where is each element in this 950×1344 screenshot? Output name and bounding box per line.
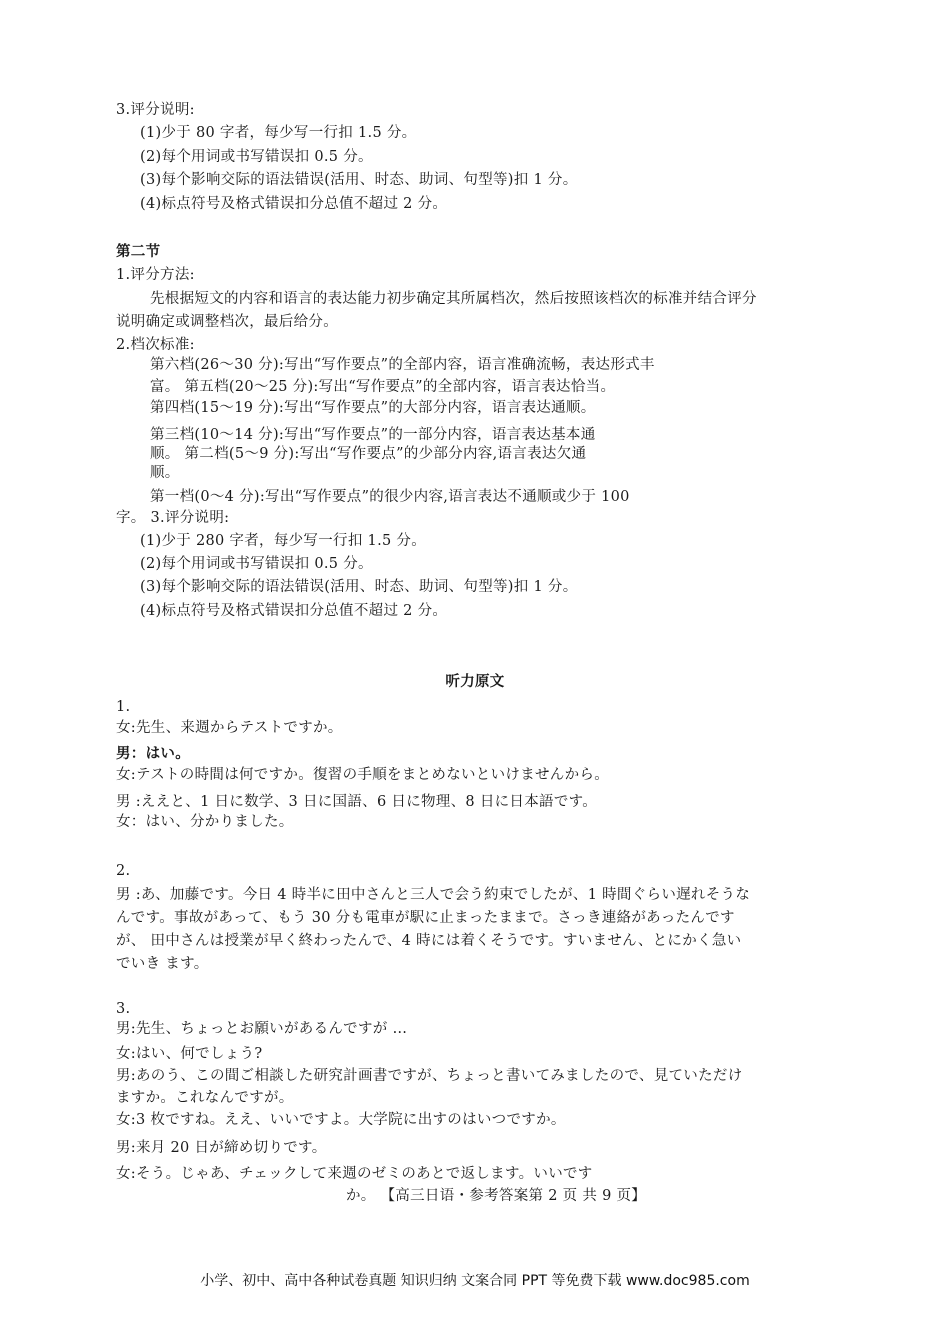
dialogue-line: 女:はい、何でしょう?	[116, 1046, 263, 1062]
question-number: 2.	[116, 863, 131, 879]
level-line: 第一档(0～4 分):写出“写作要点”的很少内容,语言表达不通顺或少于 100	[150, 489, 630, 505]
dialogue-line: 男:先生、ちょっとお願いがあるんですが …	[116, 1021, 408, 1037]
note-item: (2)每个用词或书写错误扣 0.5 分。	[140, 556, 373, 572]
level-line: 第三档(10～14 分):写出“写作要点”的一部分内容，语言表达基本通	[150, 427, 596, 443]
dialogue-line: ますか。これなんですが。	[116, 1090, 294, 1106]
dialogue-line: 女:そう。じゃあ、チェックして来週のゼミのあとで返します。いいです	[116, 1166, 593, 1182]
note-item: (1)少于 280 字者，每少写一行扣 1.5 分。	[140, 533, 427, 549]
dialogue-line: 男:来月 20 日が締め切りです。	[116, 1140, 327, 1156]
dialogue-line: 男:あのう、この間ご相談した研究計画書ですが、ちょっと書いてみましたので、見ていただけ	[116, 1068, 743, 1084]
footer-banner: 小学、初中、高中各种试卷真题 知识归纳 文案合同 PPT 等免费下载 www.doc985.com	[200, 1273, 750, 1289]
question-number: 1.	[116, 699, 131, 715]
dialogue-line: 女:3 枚ですね。ええ、いいですよ。大学院に出すのはいつですか。	[116, 1112, 566, 1128]
note-item: (1)少于 80 字者，每少写一行扣 1.5 分。	[140, 125, 417, 141]
dialogue-line: んです。事故があって、もう 30 分も電車が駅に止まったままで。さっき連絡があったんです	[116, 910, 735, 926]
dialogue-line: 女:テストの時間は何ですか。復習の手順をまとめないといけませんから。	[116, 767, 610, 783]
note-item: (4)标点符号及格式错误扣分总值不超过 2 分。	[140, 603, 448, 619]
level-line: 顺。	[150, 465, 180, 481]
levels-heading: 2.档次标准:	[116, 337, 195, 353]
note-item: (4)标点符号及格式错误扣分总值不超过 2 分。	[140, 196, 448, 212]
dialogue-line: でいき ます。	[116, 956, 209, 972]
level-line: 富。 第五档(20～25 分):写出“写作要点”的全部内容，语言表达恰当。	[150, 379, 616, 395]
level-line: 第六档(26～30 分):写出“写作要点”的全部内容，语言准确流畅，表达形式丰	[150, 357, 655, 373]
level-line: 顺。 第二档(5～9 分):写出“写作要点”的少部分内容,语言表达欠通	[150, 446, 587, 462]
question-number: 3.	[116, 1001, 131, 1017]
dialogue-line: 男 :あ、加藤です。今日 4 時半に田中さんと三人で会う約束でしたが、1 時間ぐらい遅れそうな	[116, 887, 751, 903]
level-line: 第四档(15～19 分):写出“写作要点”的大部分内容，语言表达通顺。	[150, 400, 596, 416]
note-item: (2)每个用词或书写错误扣 0.5 分。	[140, 149, 373, 165]
dialogue-line: 男：はい。	[116, 746, 190, 762]
dialogue-line: 男 :ええと、1 日に数学、3 日に国語、6 日に物理、8 日に日本語です。	[116, 794, 598, 810]
method-heading: 1.评分方法:	[116, 267, 195, 283]
level-line: 字。 3.评分说明:	[116, 510, 230, 526]
note-item: (3)每个影响交际的语法错误(活用、时态、助词、句型等)扣 1 分。	[140, 172, 578, 188]
note-item: (3)每个影响交际的语法错误(活用、时态、助词、句型等)扣 1 分。	[140, 579, 578, 595]
dialogue-line: 女:先生、来週からテストですか。	[116, 720, 343, 736]
method-text: 先根据短文的内容和语言的表达能力初步确定其所属档次，然后按照该档次的标准并结合评分	[150, 291, 757, 307]
section-title: 第二节	[116, 244, 161, 260]
dialogue-line: が、 田中さんは授業が早く終わったんで、4 時には着くそうです。すいません、とにかく急い	[116, 933, 742, 949]
method-text: 说明确定或调整档次，最后给分。	[116, 314, 338, 330]
dialogue-line: 女：はい、分かりました。	[116, 814, 294, 830]
listening-title: 听力原文	[445, 674, 505, 690]
page-label: か。 【高三日语・参考答案第 2 页 共 9 页】	[346, 1188, 647, 1204]
notes-heading: 3.评分说明:	[116, 102, 195, 118]
